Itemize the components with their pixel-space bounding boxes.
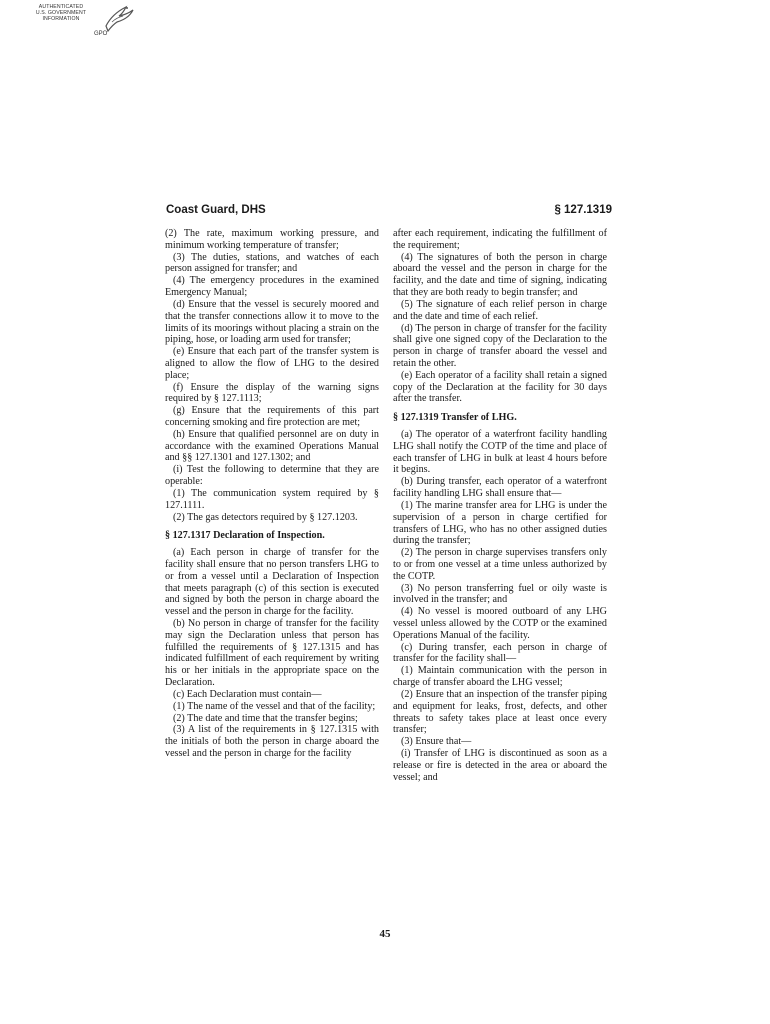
paragraph: (5) The signature of each relief person in charge and the date and time of each relief.: [393, 298, 607, 322]
paragraph: (2) The date and time that the transfer begins;: [173, 712, 358, 724]
paragraph: (4) The signatures of both the person in charge aboard the vessel and the person in charge for the facility, and the date and time of signing, indicating that they are both ready to begin transfer; and: [393, 251, 607, 299]
running-head: [166, 204, 612, 220]
paragraph: (b) During transfer, each operator of a waterfront facility handling LHG shall ensure that—: [393, 476, 607, 500]
section-title: § 127.1317 Declaration of Inspection.: [165, 530, 325, 542]
paragraph: (1) The name of the vessel and that of the facility;: [173, 700, 376, 712]
paragraph: after each requirement, indicating the fulfillment of the requirement;: [393, 228, 607, 251]
paragraph: (i) Transfer of LHG is discontinued as soon as a release or fire is detected in the area or aboard the vessel; and: [393, 747, 607, 783]
paragraph: (3) No person transferring fuel or oily waste is involved in the transfer; and: [393, 582, 607, 606]
paragraph: (c) Each Declaration must contain—: [173, 688, 322, 700]
paragraph: (e) Each operator of a facility shall retain a signed copy of the Declaration at the facility for 30 days after the transfer.: [393, 369, 607, 405]
paragraph: (h) Ensure that qualified personnel are on duty in accordance with the examined Operations Manual and §§ 127.1301 and 127.1302; and: [165, 428, 379, 464]
gpo-authentication-seal: [28, 4, 140, 46]
paragraph: (1) The communication system required by § 127.1111.: [165, 487, 379, 511]
paragraph: (a) The operator of a waterfront facility handling LHG shall notify the COTP of the time and place of each transfer of LHG in bulk at least 4 hours before it begins.: [393, 429, 607, 476]
paragraph: (a) Each person in charge of transfer for the facility shall ensure that no person transfers LHG to or from a vessel until a Declaration of Inspection that meets paragraph (c) of this section is executed and signed by both the person in charge aboard the vessel and the person in charge for the facility.: [165, 547, 379, 618]
paragraph: (f) Ensure the display of the warning signs required by § 127.1113;: [165, 381, 379, 405]
paragraph: (4) No vessel is moored outboard of any LHG vessel unless allowed by the COTP or the examined Operations Manual of the facility.: [393, 606, 607, 641]
seal-text: [28, 4, 94, 23]
paragraph: (3) Ensure that—: [401, 736, 472, 748]
right-text-column: [393, 228, 607, 783]
page-number: 45: [379, 928, 391, 940]
paragraph: (e) Ensure that each part of the transfer system is aligned to allow the flow of LHG to the desired place;: [165, 346, 379, 381]
left-text-column: [165, 228, 379, 760]
paragraph: (2) The gas detectors required by § 127.1203.: [173, 511, 358, 523]
paragraph: (i) Test the following to determine that they are operable:: [165, 464, 379, 488]
paragraph: (1) Maintain communication with the person in charge of transfer aboard the LHG vessel;: [393, 665, 607, 689]
paragraph: (c) During transfer, each person in charge of transfer for the facility shall—: [393, 641, 607, 665]
paragraph: (b) No person in charge of transfer for the facility may sign the Declaration unless that person has fulfilled the requirements of § 127.1315 and has indicated fulfillment of each requirement by writing his or her initials in the appropriate space on the Declaration.: [165, 618, 379, 689]
seal-line-3: INFORMATION: [42, 16, 80, 23]
paragraph: (d) The person in charge of transfer for the facility shall give one signed copy of the Declaration to the person in charge of transfer aboard the vessel and retain the other.: [393, 322, 607, 369]
agency-heading: Coast Guard, DHS: [166, 204, 266, 216]
paragraph: (1) The marine transfer area for LHG is under the supervision of a person in charge certified for transfers of LHG, who has no other assigned duties during the transfer;: [393, 499, 607, 547]
paragraph: (3) A list of the requirements in § 127.1315 with the initials of both the person in charge aboard the vessel and the person in charge for the facility: [165, 724, 379, 759]
paragraph: (2) Ensure that an inspection of the transfer piping and equipment for leaks, frost, defects, and other threats to safety takes place at least once every transfer;: [393, 688, 607, 736]
seal-gpo-mark: GPO: [94, 31, 108, 37]
paragraph: (3) The duties, stations, and watches of each person assigned for transfer; and: [165, 251, 379, 275]
paragraph: (d) Ensure that the vessel is securely moored and that the transfer connections allow it to move to the limits of its moorings without placing a strain on the piping, hose, or loading arm used for transfer;: [165, 298, 379, 346]
seal-line-1: AUTHENTICATED: [38, 4, 84, 10]
paragraph: (4) The emergency procedures in the examined Emergency Manual;: [165, 275, 379, 299]
section-heading: § 127.1319: [554, 204, 612, 216]
paragraph: (2) The person in charge supervises transfers only to or from one vessel at a time unless authorized by the COTP.: [393, 547, 607, 582]
seal-line-2: U.S. GOVERNMENT: [35, 10, 87, 17]
eagle-icon: [102, 4, 136, 34]
section-title: § 127.1319 Transfer of LHG.: [393, 412, 517, 424]
paragraph: (g) Ensure that the requirements of this part concerning smoking and fire protection are met;: [165, 405, 379, 428]
paragraph: (2) The rate, maximum working pressure, and minimum working temperature of transfer;: [165, 228, 379, 251]
